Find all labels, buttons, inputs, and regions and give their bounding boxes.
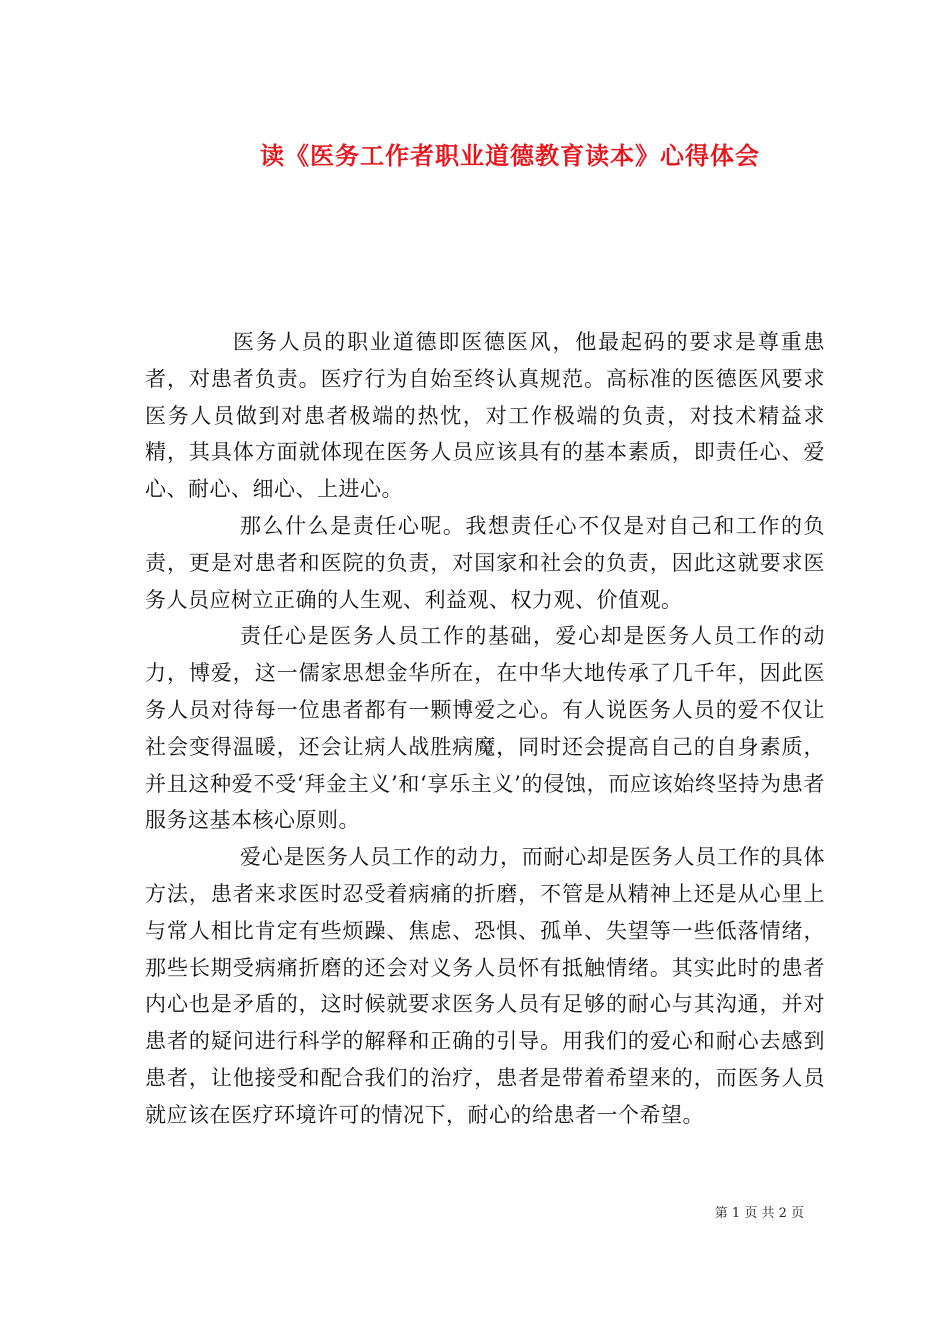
page-number-footer: 第 1 页 共 2 页: [714, 1206, 804, 1221]
paragraph-4: 爱心是医务人员工作的动力，而耐心却是医务人员工作的具体方法，患者来求医时忍受着病痛的折磨，不管是从精神上还是从心里上与常人相比肯定有些烦躁、焦虑、恐惧、孤单、失望等一些低落情绪，那些长期受病痛折磨的还会对义务人员怀有抵触情绪。其实此时的患者内心也是矛盾的，这时候就要求医务人员有足够的耐心与其沟通，并对患者的疑问进行科学的解释和正确的引导。用我们的爱心和耐心去感到患者，让他接受和配合我们的治疗，患者是带着希望来的，而医务人员就应该在医疗环境许可的情况下，耐心的给患者一个希望。: [145, 845, 825, 1127]
paragraph-1: 医务人员的职业道德即医德医风，他最起码的要求是尊重患者，对患者负责。医疗行为自始至终认真规范。高标准的医德医风要求医务人员做到对患者极端的热忱，对工作极端的负责，对技术精益求精，其具体方面就体现在医务人员应该具有的基本素质，即责任心、爱心、耐心、细心、上进心。: [145, 330, 825, 502]
paragraph-2: 那么什么是责任心呢。我想责任心不仅是对自己和工作的负责，更是对患者和医院的负责，对国家和社会的负责，因此这就要求医务人员应树立正确的人生观、利益观、权力观、价值观。: [145, 513, 825, 612]
document-body: [145, 324, 825, 1134]
paragraph-3: 责任心是医务人员工作的基础，爱心却是医务人员工作的动力，博爱，这一儒家思想金华所在，在中华大地传承了几千年，因此医务人员对待每一位患者都有一颗博爱之心。有人说医务人员的爱不仅让社会变得温暖，还会让病人战胜病魔，同时还会提高自己的自身素质，并且这种爱不受‘拜金主义’和‘享乐主义’的侵蚀，而应该始终坚持为患者服务这基本核心原则。: [145, 624, 825, 833]
document-title: 读《医务工作者职业道德教育读本》心得体会: [260, 141, 760, 170]
